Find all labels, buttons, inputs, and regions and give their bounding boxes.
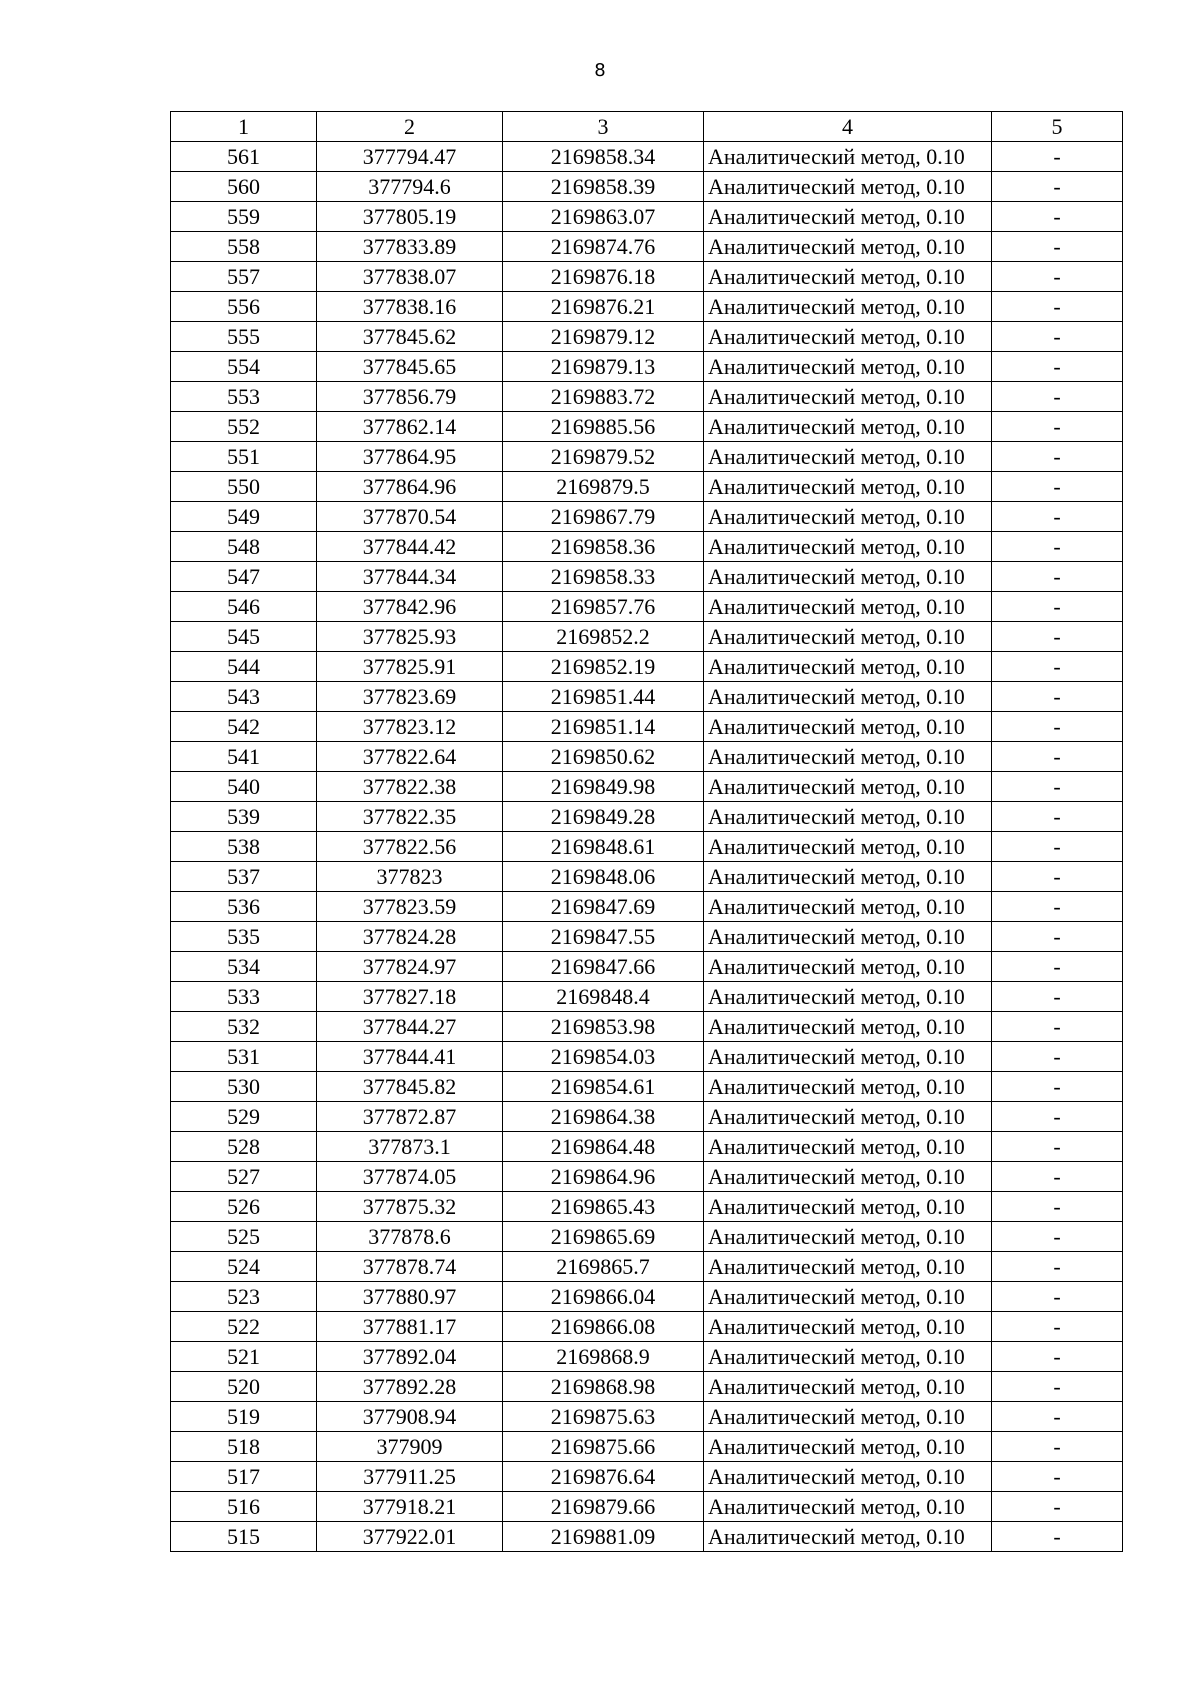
- note-cell: -: [992, 202, 1123, 232]
- header-cell-3: 3: [503, 112, 704, 142]
- x-coordinate-cell: 377838.07: [317, 262, 503, 292]
- y-coordinate-cell: 2169864.96: [503, 1162, 704, 1192]
- point-number-cell: 523: [171, 1282, 317, 1312]
- header-cell-2: 2: [317, 112, 503, 142]
- x-coordinate-cell: 377823.59: [317, 892, 503, 922]
- point-number-cell: 550: [171, 472, 317, 502]
- method-cell: Аналитический метод, 0.10: [704, 292, 992, 322]
- note-cell: -: [992, 562, 1123, 592]
- table-row: [171, 1102, 1123, 1132]
- x-coordinate-cell: 377908.94: [317, 1402, 503, 1432]
- x-coordinate-cell: 377874.05: [317, 1162, 503, 1192]
- x-coordinate-cell: 377845.82: [317, 1072, 503, 1102]
- point-number-cell: 554: [171, 352, 317, 382]
- note-cell: -: [992, 1192, 1123, 1222]
- table-row: [171, 1132, 1123, 1162]
- note-cell: -: [992, 442, 1123, 472]
- note-cell: -: [992, 1012, 1123, 1042]
- point-number-cell: 522: [171, 1312, 317, 1342]
- x-coordinate-cell: 377875.32: [317, 1192, 503, 1222]
- x-coordinate-cell: 377872.87: [317, 1102, 503, 1132]
- y-coordinate-cell: 2169881.09: [503, 1522, 704, 1552]
- point-number-cell: 541: [171, 742, 317, 772]
- point-number-cell: 518: [171, 1432, 317, 1462]
- table-row: [171, 1312, 1123, 1342]
- y-coordinate-cell: 2169852.2: [503, 622, 704, 652]
- table-body: [171, 142, 1123, 1552]
- x-coordinate-cell: 377922.01: [317, 1522, 503, 1552]
- note-cell: -: [992, 1402, 1123, 1432]
- method-cell: Аналитический метод, 0.10: [704, 892, 992, 922]
- table-row: [171, 772, 1123, 802]
- method-cell: Аналитический метод, 0.10: [704, 1042, 992, 1072]
- method-cell: Аналитический метод, 0.10: [704, 172, 992, 202]
- method-cell: Аналитический метод, 0.10: [704, 1012, 992, 1042]
- point-number-cell: 526: [171, 1192, 317, 1222]
- coordinates-table: [170, 111, 1123, 1552]
- method-cell: Аналитический метод, 0.10: [704, 232, 992, 262]
- table-row: [171, 712, 1123, 742]
- y-coordinate-cell: 2169875.63: [503, 1402, 704, 1432]
- note-cell: -: [992, 1462, 1123, 1492]
- table-row: [171, 562, 1123, 592]
- table-row: [171, 1222, 1123, 1252]
- note-cell: -: [992, 1312, 1123, 1342]
- table-row: [171, 922, 1123, 952]
- method-cell: Аналитический метод, 0.10: [704, 1372, 992, 1402]
- y-coordinate-cell: 2169865.69: [503, 1222, 704, 1252]
- x-coordinate-cell: 377881.17: [317, 1312, 503, 1342]
- note-cell: -: [992, 1222, 1123, 1252]
- table-row: [171, 1432, 1123, 1462]
- y-coordinate-cell: 2169857.76: [503, 592, 704, 622]
- table-row: [171, 952, 1123, 982]
- note-cell: -: [992, 502, 1123, 532]
- table-row: [171, 532, 1123, 562]
- y-coordinate-cell: 2169876.18: [503, 262, 704, 292]
- table-row: [171, 1012, 1123, 1042]
- y-coordinate-cell: 2169847.69: [503, 892, 704, 922]
- note-cell: -: [992, 172, 1123, 202]
- y-coordinate-cell: 2169848.61: [503, 832, 704, 862]
- point-number-cell: 524: [171, 1252, 317, 1282]
- point-number-cell: 559: [171, 202, 317, 232]
- x-coordinate-cell: 377822.35: [317, 802, 503, 832]
- method-cell: Аналитический метод, 0.10: [704, 802, 992, 832]
- method-cell: Аналитический метод, 0.10: [704, 622, 992, 652]
- note-cell: -: [992, 142, 1123, 172]
- x-coordinate-cell: 377880.97: [317, 1282, 503, 1312]
- y-coordinate-cell: 2169848.06: [503, 862, 704, 892]
- method-cell: Аналитический метод, 0.10: [704, 1282, 992, 1312]
- x-coordinate-cell: 377911.25: [317, 1462, 503, 1492]
- point-number-cell: 560: [171, 172, 317, 202]
- note-cell: -: [992, 802, 1123, 832]
- method-cell: Аналитический метод, 0.10: [704, 322, 992, 352]
- point-number-cell: 543: [171, 682, 317, 712]
- x-coordinate-cell: 377825.91: [317, 652, 503, 682]
- page-number: 8: [594, 60, 606, 81]
- method-cell: Аналитический метод, 0.10: [704, 1072, 992, 1102]
- x-coordinate-cell: 377794.47: [317, 142, 503, 172]
- point-number-cell: 540: [171, 772, 317, 802]
- y-coordinate-cell: 2169866.04: [503, 1282, 704, 1312]
- method-cell: Аналитический метод, 0.10: [704, 532, 992, 562]
- method-cell: Аналитический метод, 0.10: [704, 1342, 992, 1372]
- table-row: [171, 502, 1123, 532]
- y-coordinate-cell: 2169883.72: [503, 382, 704, 412]
- point-number-cell: 525: [171, 1222, 317, 1252]
- table-row: [171, 292, 1123, 322]
- method-cell: Аналитический метод, 0.10: [704, 502, 992, 532]
- point-number-cell: 515: [171, 1522, 317, 1552]
- x-coordinate-cell: 377845.65: [317, 352, 503, 382]
- y-coordinate-cell: 2169851.44: [503, 682, 704, 712]
- y-coordinate-cell: 2169866.08: [503, 1312, 704, 1342]
- method-cell: Аналитический метод, 0.10: [704, 1402, 992, 1432]
- x-coordinate-cell: 377823: [317, 862, 503, 892]
- point-number-cell: 528: [171, 1132, 317, 1162]
- table-row: [171, 622, 1123, 652]
- y-coordinate-cell: 2169879.5: [503, 472, 704, 502]
- note-cell: -: [992, 412, 1123, 442]
- x-coordinate-cell: 377833.89: [317, 232, 503, 262]
- table-row: [171, 1192, 1123, 1222]
- table-row: [171, 892, 1123, 922]
- x-coordinate-cell: 377805.19: [317, 202, 503, 232]
- point-number-cell: 533: [171, 982, 317, 1012]
- y-coordinate-cell: 2169868.98: [503, 1372, 704, 1402]
- point-number-cell: 536: [171, 892, 317, 922]
- x-coordinate-cell: 377844.34: [317, 562, 503, 592]
- method-cell: Аналитический метод, 0.10: [704, 352, 992, 382]
- point-number-cell: 551: [171, 442, 317, 472]
- method-cell: Аналитический метод, 0.10: [704, 952, 992, 982]
- point-number-cell: 548: [171, 532, 317, 562]
- y-coordinate-cell: 2169885.56: [503, 412, 704, 442]
- method-cell: Аналитический метод, 0.10: [704, 862, 992, 892]
- note-cell: -: [992, 892, 1123, 922]
- header-cell-5: 5: [992, 112, 1123, 142]
- note-cell: -: [992, 1432, 1123, 1462]
- note-cell: -: [992, 1492, 1123, 1522]
- x-coordinate-cell: 377822.56: [317, 832, 503, 862]
- point-number-cell: 545: [171, 622, 317, 652]
- note-cell: -: [992, 682, 1123, 712]
- x-coordinate-cell: 377864.95: [317, 442, 503, 472]
- note-cell: -: [992, 952, 1123, 982]
- point-number-cell: 519: [171, 1402, 317, 1432]
- method-cell: Аналитический метод, 0.10: [704, 832, 992, 862]
- y-coordinate-cell: 2169858.36: [503, 532, 704, 562]
- note-cell: -: [992, 1072, 1123, 1102]
- y-coordinate-cell: 2169858.33: [503, 562, 704, 592]
- point-number-cell: 538: [171, 832, 317, 862]
- note-cell: -: [992, 832, 1123, 862]
- y-coordinate-cell: 2169876.21: [503, 292, 704, 322]
- point-number-cell: 561: [171, 142, 317, 172]
- y-coordinate-cell: 2169876.64: [503, 1462, 704, 1492]
- method-cell: Аналитический метод, 0.10: [704, 1312, 992, 1342]
- table-row: [171, 592, 1123, 622]
- note-cell: -: [992, 1102, 1123, 1132]
- x-coordinate-cell: 377827.18: [317, 982, 503, 1012]
- point-number-cell: 553: [171, 382, 317, 412]
- method-cell: Аналитический метод, 0.10: [704, 1162, 992, 1192]
- x-coordinate-cell: 377822.64: [317, 742, 503, 772]
- y-coordinate-cell: 2169864.38: [503, 1102, 704, 1132]
- note-cell: -: [992, 622, 1123, 652]
- x-coordinate-cell: 377824.28: [317, 922, 503, 952]
- y-coordinate-cell: 2169854.61: [503, 1072, 704, 1102]
- point-number-cell: 539: [171, 802, 317, 832]
- table-row: [171, 1162, 1123, 1192]
- x-coordinate-cell: 377822.38: [317, 772, 503, 802]
- y-coordinate-cell: 2169865.7: [503, 1252, 704, 1282]
- method-cell: Аналитический метод, 0.10: [704, 472, 992, 502]
- table-row: [171, 652, 1123, 682]
- x-coordinate-cell: 377844.42: [317, 532, 503, 562]
- note-cell: -: [992, 262, 1123, 292]
- y-coordinate-cell: 2169847.66: [503, 952, 704, 982]
- table-row: [171, 742, 1123, 772]
- point-number-cell: 516: [171, 1492, 317, 1522]
- point-number-cell: 558: [171, 232, 317, 262]
- note-cell: -: [992, 292, 1123, 322]
- point-number-cell: 552: [171, 412, 317, 442]
- point-number-cell: 532: [171, 1012, 317, 1042]
- x-coordinate-cell: 377892.28: [317, 1372, 503, 1402]
- table-row: [171, 142, 1123, 172]
- point-number-cell: 547: [171, 562, 317, 592]
- x-coordinate-cell: 377823.69: [317, 682, 503, 712]
- table-row: [171, 1402, 1123, 1432]
- header-cell-4: 4: [704, 112, 992, 142]
- x-coordinate-cell: 377824.97: [317, 952, 503, 982]
- method-cell: Аналитический метод, 0.10: [704, 1222, 992, 1252]
- x-coordinate-cell: 377870.54: [317, 502, 503, 532]
- point-number-cell: 542: [171, 712, 317, 742]
- header-cell-1: 1: [171, 112, 317, 142]
- y-coordinate-cell: 2169854.03: [503, 1042, 704, 1072]
- note-cell: -: [992, 232, 1123, 262]
- y-coordinate-cell: 2169868.9: [503, 1342, 704, 1372]
- table-row: [171, 1492, 1123, 1522]
- method-cell: Аналитический метод, 0.10: [704, 1192, 992, 1222]
- point-number-cell: 557: [171, 262, 317, 292]
- table-row: [171, 1372, 1123, 1402]
- method-cell: Аналитический метод, 0.10: [704, 712, 992, 742]
- note-cell: -: [992, 1342, 1123, 1372]
- method-cell: Аналитический метод, 0.10: [704, 652, 992, 682]
- table-row: [171, 1462, 1123, 1492]
- point-number-cell: 530: [171, 1072, 317, 1102]
- note-cell: -: [992, 322, 1123, 352]
- point-number-cell: 517: [171, 1462, 317, 1492]
- table-row: [171, 682, 1123, 712]
- table-row: [171, 802, 1123, 832]
- y-coordinate-cell: 2169853.98: [503, 1012, 704, 1042]
- y-coordinate-cell: 2169848.4: [503, 982, 704, 1012]
- method-cell: Аналитический метод, 0.10: [704, 1492, 992, 1522]
- x-coordinate-cell: 377856.79: [317, 382, 503, 412]
- method-cell: Аналитический метод, 0.10: [704, 982, 992, 1012]
- note-cell: -: [992, 1522, 1123, 1552]
- point-number-cell: 529: [171, 1102, 317, 1132]
- point-number-cell: 546: [171, 592, 317, 622]
- method-cell: Аналитический метод, 0.10: [704, 382, 992, 412]
- y-coordinate-cell: 2169852.19: [503, 652, 704, 682]
- x-coordinate-cell: 377844.27: [317, 1012, 503, 1042]
- y-coordinate-cell: 2169879.66: [503, 1492, 704, 1522]
- note-cell: -: [992, 922, 1123, 952]
- table-row: [171, 442, 1123, 472]
- y-coordinate-cell: 2169879.13: [503, 352, 704, 382]
- method-cell: Аналитический метод, 0.10: [704, 1432, 992, 1462]
- note-cell: -: [992, 352, 1123, 382]
- note-cell: -: [992, 652, 1123, 682]
- method-cell: Аналитический метод, 0.10: [704, 1522, 992, 1552]
- y-coordinate-cell: 2169858.34: [503, 142, 704, 172]
- note-cell: -: [992, 712, 1123, 742]
- y-coordinate-cell: 2169879.12: [503, 322, 704, 352]
- table-row: [171, 832, 1123, 862]
- point-number-cell: 549: [171, 502, 317, 532]
- y-coordinate-cell: 2169851.14: [503, 712, 704, 742]
- table-row: [171, 472, 1123, 502]
- method-cell: Аналитический метод, 0.10: [704, 772, 992, 802]
- y-coordinate-cell: 2169879.52: [503, 442, 704, 472]
- x-coordinate-cell: 377794.6: [317, 172, 503, 202]
- point-number-cell: 556: [171, 292, 317, 322]
- x-coordinate-cell: 377878.74: [317, 1252, 503, 1282]
- note-cell: -: [992, 472, 1123, 502]
- note-cell: -: [992, 1372, 1123, 1402]
- y-coordinate-cell: 2169864.48: [503, 1132, 704, 1162]
- table-row: [171, 232, 1123, 262]
- point-number-cell: 535: [171, 922, 317, 952]
- note-cell: -: [992, 772, 1123, 802]
- note-cell: -: [992, 862, 1123, 892]
- method-cell: Аналитический метод, 0.10: [704, 1462, 992, 1492]
- x-coordinate-cell: 377862.14: [317, 412, 503, 442]
- table-row: [171, 1072, 1123, 1102]
- table-row: [171, 322, 1123, 352]
- x-coordinate-cell: 377892.04: [317, 1342, 503, 1372]
- point-number-cell: 531: [171, 1042, 317, 1072]
- table-header-row: [171, 112, 1123, 142]
- method-cell: Аналитический метод, 0.10: [704, 412, 992, 442]
- method-cell: Аналитический метод, 0.10: [704, 592, 992, 622]
- note-cell: -: [992, 532, 1123, 562]
- note-cell: -: [992, 382, 1123, 412]
- table-row: [171, 352, 1123, 382]
- table-row: [171, 412, 1123, 442]
- x-coordinate-cell: 377823.12: [317, 712, 503, 742]
- note-cell: -: [992, 742, 1123, 772]
- note-cell: -: [992, 1132, 1123, 1162]
- point-number-cell: 544: [171, 652, 317, 682]
- y-coordinate-cell: 2169875.66: [503, 1432, 704, 1462]
- note-cell: -: [992, 1282, 1123, 1312]
- method-cell: Аналитический метод, 0.10: [704, 202, 992, 232]
- table-row: [171, 202, 1123, 232]
- x-coordinate-cell: 377864.96: [317, 472, 503, 502]
- x-coordinate-cell: 377825.93: [317, 622, 503, 652]
- method-cell: Аналитический метод, 0.10: [704, 1102, 992, 1132]
- y-coordinate-cell: 2169858.39: [503, 172, 704, 202]
- method-cell: Аналитический метод, 0.10: [704, 1132, 992, 1162]
- method-cell: Аналитический метод, 0.10: [704, 442, 992, 472]
- note-cell: -: [992, 982, 1123, 1012]
- method-cell: Аналитический метод, 0.10: [704, 1252, 992, 1282]
- method-cell: Аналитический метод, 0.10: [704, 682, 992, 712]
- table-row: [171, 382, 1123, 412]
- method-cell: Аналитический метод, 0.10: [704, 262, 992, 292]
- table-row: [171, 1282, 1123, 1312]
- table-row: [171, 862, 1123, 892]
- x-coordinate-cell: 377918.21: [317, 1492, 503, 1522]
- table-row: [171, 1252, 1123, 1282]
- x-coordinate-cell: 377878.6: [317, 1222, 503, 1252]
- y-coordinate-cell: 2169849.28: [503, 802, 704, 832]
- x-coordinate-cell: 377838.16: [317, 292, 503, 322]
- y-coordinate-cell: 2169850.62: [503, 742, 704, 772]
- table-row: [171, 1522, 1123, 1552]
- x-coordinate-cell: 377842.96: [317, 592, 503, 622]
- point-number-cell: 534: [171, 952, 317, 982]
- point-number-cell: 521: [171, 1342, 317, 1372]
- y-coordinate-cell: 2169874.76: [503, 232, 704, 262]
- y-coordinate-cell: 2169849.98: [503, 772, 704, 802]
- point-number-cell: 537: [171, 862, 317, 892]
- method-cell: Аналитический метод, 0.10: [704, 742, 992, 772]
- method-cell: Аналитический метод, 0.10: [704, 922, 992, 952]
- point-number-cell: 527: [171, 1162, 317, 1192]
- x-coordinate-cell: 377845.62: [317, 322, 503, 352]
- x-coordinate-cell: 377909: [317, 1432, 503, 1462]
- note-cell: -: [992, 1042, 1123, 1072]
- x-coordinate-cell: 377873.1: [317, 1132, 503, 1162]
- y-coordinate-cell: 2169867.79: [503, 502, 704, 532]
- y-coordinate-cell: 2169865.43: [503, 1192, 704, 1222]
- y-coordinate-cell: 2169863.07: [503, 202, 704, 232]
- method-cell: Аналитический метод, 0.10: [704, 142, 992, 172]
- note-cell: -: [992, 1162, 1123, 1192]
- table-row: [171, 982, 1123, 1012]
- note-cell: -: [992, 592, 1123, 622]
- method-cell: Аналитический метод, 0.10: [704, 562, 992, 592]
- x-coordinate-cell: 377844.41: [317, 1042, 503, 1072]
- table-row: [171, 172, 1123, 202]
- note-cell: -: [992, 1252, 1123, 1282]
- y-coordinate-cell: 2169847.55: [503, 922, 704, 952]
- point-number-cell: 555: [171, 322, 317, 352]
- table-row: [171, 1342, 1123, 1372]
- table-row: [171, 1042, 1123, 1072]
- table-row: [171, 262, 1123, 292]
- point-number-cell: 520: [171, 1372, 317, 1402]
